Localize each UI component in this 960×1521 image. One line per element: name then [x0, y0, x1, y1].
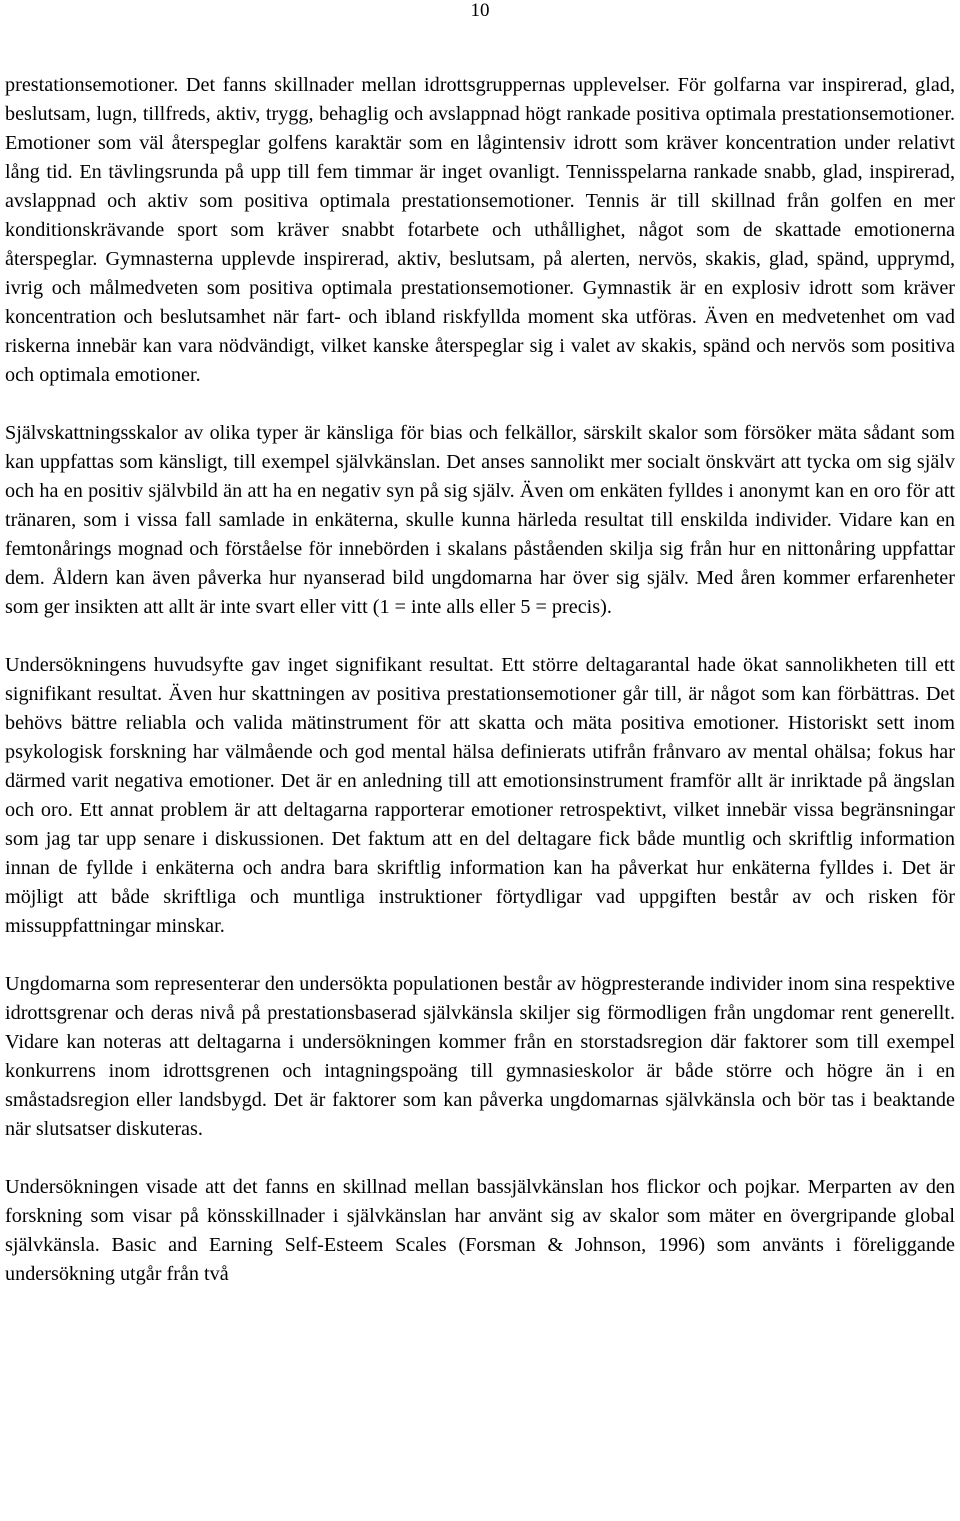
page-number: 10 [470, 0, 490, 21]
document-body [5, 71, 955, 1318]
paragraph: prestationsemotioner. Det fanns skillnader mellan idrottsgruppernas upplevelser. För golfarna var inspirerad, glad, beslutsam, lugn, tillfreds, aktiv, trygg, behaglig och avslappnad högt rankade positiva optimala prestationsemotioner. Emotioner som väl återspeglar golfens karaktär som en lågintensiv idrott som kräver koncentration under relativt lång tid. En tävlingsrunda på upp till fem timmar är inget ovanligt. Tennisspelarna rankade snabb, glad, inspirerad, avslappnad och aktiv som positiva optimala prestationsemotioner. Tennis är till skillnad från golfen en mer konditionskrävande sport som kräver snabbt fotarbete och uthållighet, något som de skattade emotionerna återspeglar. Gymnasterna upplevde inspirerad, aktiv, beslutsam, på alerten, nervös, skakis, glad, spänd, upprymd, ivrig och målmedveten som positiva optimala prestationsemotioner. Gymnastik är en explosiv idrott som kräver koncentration och beslutsamhet när fart- och ibland riskfyllda moment ska utföras. Även en medvetenhet om vad riskerna innebär kan vara nödvändigt, vilket kanske återspeglar sig i valet av skakis, spänd och nervös som positiva och optimala emotioner. [5, 74, 955, 386]
paragraph: Undersökningens huvudsyfte gav inget signifikant resultat. Ett större deltagarantal hade ökat sannolikheten till ett signifikant resultat. Även hur skattningen av positiva prestationsemotioner går till, är något som kan förbättras. Det behövs bättre reliabla och valida mätinstrument för att skatta och mäta positiva emotioner. Historiskt sett inom psykologisk forskning har välmående och god mental hälsa definierats utifrån frånvaro av mental ohälsa; fokus har därmed varit negativa emotioner. Det är en anledning till att emotionsinstrument framför allt är inriktade på ängslan och oro. Ett annat problem är att deltagarna rapporterar emotioner retrospektivt, vilket innebär vissa begränsningar som jag tar upp senare i diskussionen. Det faktum att en del deltagare fick både muntlig och skriftlig information innan de fyllde i enkäterna och andra bara skriftlig information kan ha påverkat hur enkäterna fylldes i. Det är möjligt att både skriftliga och muntliga instruktioner förtydligar vad uppgiften består av och risken för missuppfattningar minskar. [5, 654, 955, 937]
paragraph: Ungdomarna som representerar den undersökta populationen består av högpresterande individer inom sina respektive idrottsgrenar och deras nivå på prestationsbaserad självkänsla skiljer sig förmodligen från ungdomar rent generellt. Vidare kan noteras att deltagarna i undersökningen kommer från en storstadsregion där faktorer som till exempel konkurrens inom idrottsgrenen och intagningspoäng till gymnasieskolor är både större och högre än i en småstadsregion eller landsbygd. Det är faktorer som kan påverka ungdomarnas självkänsla och bör tas i beaktande när slutsatser diskuteras. [5, 973, 955, 1140]
paragraph: Undersökningen visade att det fanns en skillnad mellan bassjälvkänslan hos flickor och pojkar. Merparten av den forskning som visar på könsskillnader i självkänslan har använt sig av skalor som mäter en övergripande global självkänsla. Basic and Earning Self-Esteem Scales (Forsman & Johnson, 1996) som använts i föreliggande undersökning utgår från två [5, 1176, 955, 1285]
paragraph: Självskattningsskalor av olika typer är känsliga för bias och felkällor, särskilt skalor som försöker mäta sådant som kan uppfattas som känsligt, till exempel självkänslan. Det anses sannolikt mer socialt önskvärt att tycka om sig själv och ha en positiv självbild än att ha en negativ syn på sig själv. Även om enkäten fylldes i anonymt kan en oro för att tränaren, som i vissa fall samlade in enkäterna, skulle kunna härleda resultat till enskilda individer. Vidare kan en femtonårings mognad och förståelse för innebörden i skalans påståenden skilja sig från hur en nittonåring uppfattar dem. Åldern kan även påverka hur nyanserad bild ungdomarna har över sig själv. Med åren kommer erfarenheter som ger insikten att allt är inte svart eller vitt (1 = inte alls eller 5 = precis). [5, 422, 955, 618]
